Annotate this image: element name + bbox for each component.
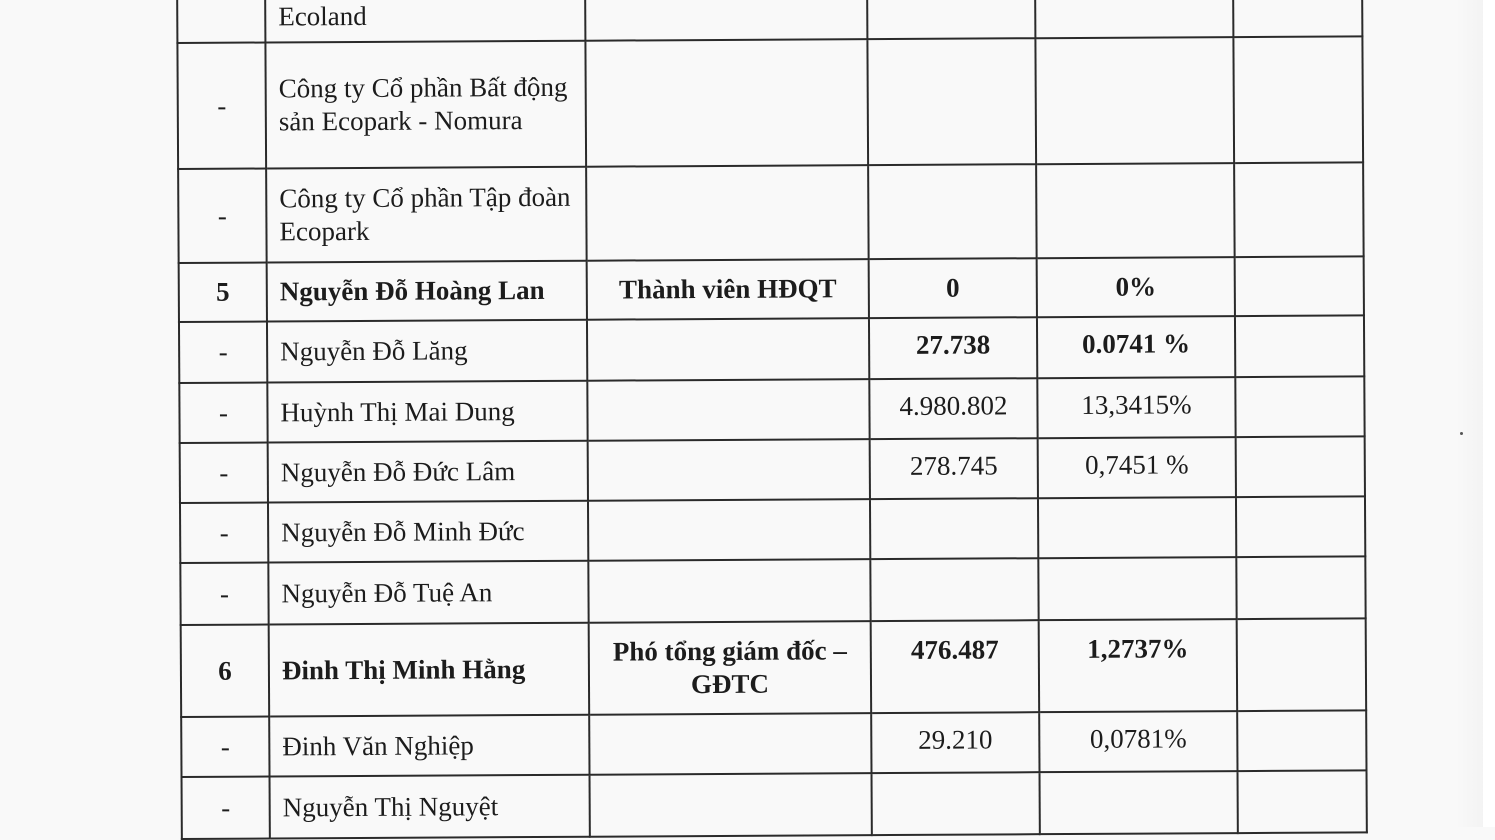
row-shares <box>870 558 1038 621</box>
row-number: - <box>178 168 267 262</box>
shareholding-table <box>176 0 1368 840</box>
row-number: 6 <box>181 624 270 716</box>
row-note <box>1236 496 1365 557</box>
row-name: Công ty Cổ phần Tập đoàn Ecopark <box>266 167 587 263</box>
row-ratio <box>1036 163 1235 258</box>
page-shadow <box>1455 0 1483 827</box>
row-note <box>1233 36 1363 163</box>
row-shares <box>870 498 1038 559</box>
row-position: Thành viên HĐQT <box>587 259 869 320</box>
row-shares <box>872 772 1040 835</box>
row-number: - <box>180 442 268 502</box>
row-position <box>587 379 869 441</box>
row-shares: 27.738 <box>869 317 1037 379</box>
row-note <box>1235 256 1364 316</box>
row-name: Nguyễn Đỗ Đức Lâm <box>268 441 588 503</box>
row-number: - <box>181 716 269 776</box>
row-position <box>590 773 872 837</box>
row-ratio: 0,7451 % <box>1038 437 1236 498</box>
row-name: Đinh Văn Nghiệp <box>269 715 589 777</box>
table-row <box>178 162 1364 263</box>
table-row <box>180 436 1365 503</box>
row-number: - <box>180 562 268 624</box>
row-ratio: 1,2737% <box>1039 619 1238 712</box>
row-shares: 278.745 <box>870 438 1038 499</box>
row-position <box>589 713 871 775</box>
row-position <box>585 39 868 167</box>
row-note <box>1236 436 1365 497</box>
row-name: Công ty Cổ phần Bất động sản Ecopark - Nomura <box>265 41 586 169</box>
row-number: - <box>177 43 266 169</box>
table-row <box>180 496 1365 563</box>
table-row <box>180 556 1365 625</box>
row-shares: 476.487 <box>871 620 1040 713</box>
row-position <box>588 439 870 501</box>
row-note <box>1237 710 1366 771</box>
row-shares <box>868 164 1037 259</box>
table-row <box>179 315 1364 383</box>
row-position <box>588 559 870 623</box>
document-table-wrap <box>176 0 1368 840</box>
table-row <box>179 256 1364 322</box>
row-position <box>587 318 869 381</box>
row-shares: 4.980.802 <box>869 378 1037 439</box>
row-shares: 29.210 <box>871 712 1039 773</box>
row-ratio: 0.0741 % <box>1037 316 1235 378</box>
scan-edge <box>1483 0 1495 827</box>
row-position <box>585 0 867 41</box>
row-shares: 0 <box>869 258 1037 318</box>
row-name: Huỳnh Thị Mai Dung <box>267 381 587 443</box>
table-row <box>182 770 1367 839</box>
table-body <box>177 0 1367 839</box>
row-number <box>177 0 265 43</box>
row-shares <box>867 0 1035 39</box>
row-ratio: 0% <box>1037 257 1235 317</box>
row-ratio <box>1038 497 1236 558</box>
row-position: Phó tổng giám đốc – GĐTC <box>589 621 872 715</box>
row-number: - <box>180 502 268 562</box>
row-name: Đinh Thị Minh Hằng <box>269 623 590 717</box>
row-name: Nguyễn Đỗ Minh Đức <box>268 501 588 563</box>
row-number: - <box>179 321 267 382</box>
row-name: Nguyễn Đỗ Tuệ An <box>268 561 588 625</box>
table-row <box>181 618 1366 717</box>
row-note <box>1234 162 1364 257</box>
row-name: Nguyễn Đỗ Hoàng Lan <box>267 261 587 322</box>
row-ratio <box>1040 771 1238 834</box>
row-name: Nguyễn Thị Nguyệt <box>270 775 590 839</box>
row-number: - <box>182 776 270 838</box>
row-name: Ecoland <box>265 0 585 43</box>
row-ratio <box>1035 0 1233 38</box>
row-note <box>1236 556 1365 619</box>
row-position <box>588 499 870 561</box>
row-shares <box>867 38 1036 165</box>
scan-speck <box>1460 432 1463 435</box>
row-number: - <box>179 382 267 442</box>
row-ratio <box>1038 557 1236 620</box>
row-ratio: 0,0781% <box>1039 711 1237 772</box>
row-note <box>1237 618 1367 711</box>
table-row <box>181 710 1366 777</box>
row-note <box>1235 376 1364 437</box>
row-position <box>586 165 869 261</box>
table-row <box>179 376 1364 443</box>
table-row <box>177 36 1363 169</box>
row-ratio: 13,3415% <box>1037 377 1235 438</box>
row-number: 5 <box>179 262 267 321</box>
row-name: Nguyễn Đỗ Lăng <box>267 320 587 383</box>
row-note <box>1238 770 1367 833</box>
row-note <box>1235 315 1364 377</box>
row-ratio <box>1035 37 1234 164</box>
row-note <box>1233 0 1362 37</box>
